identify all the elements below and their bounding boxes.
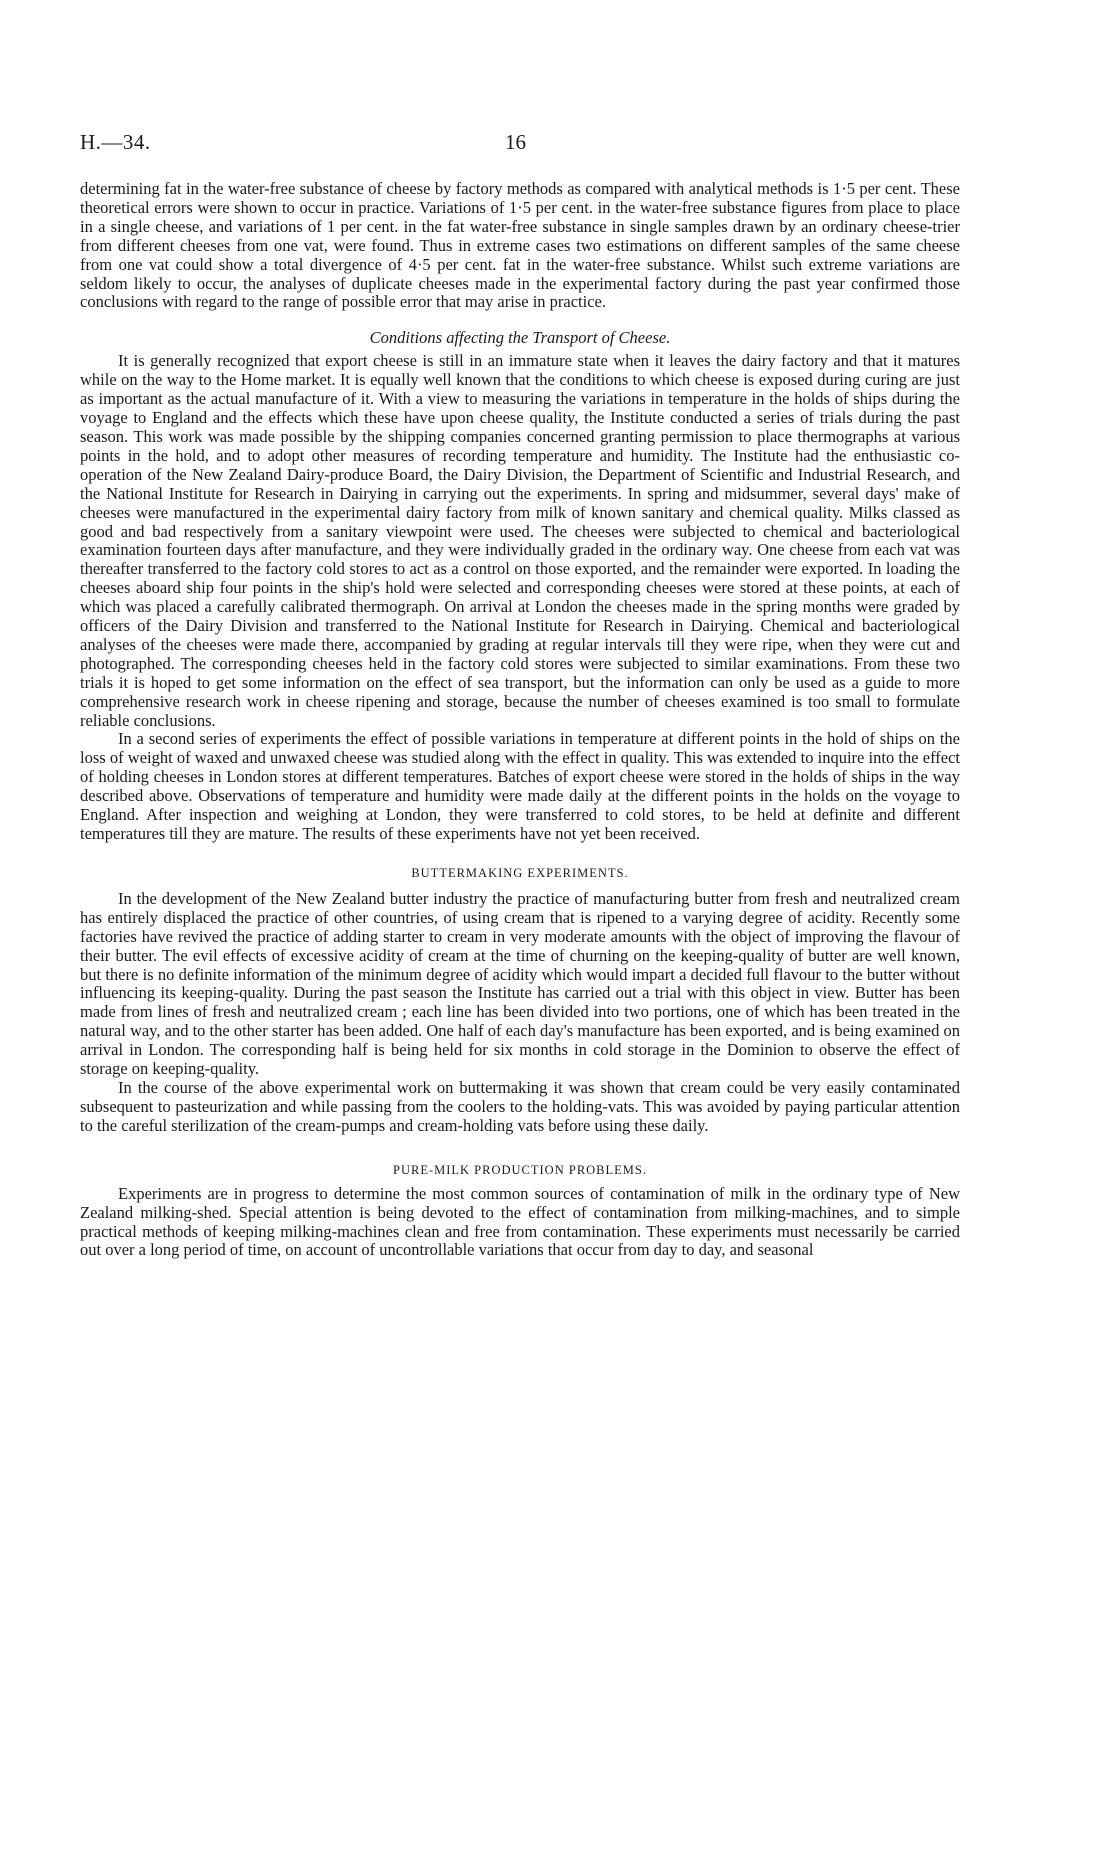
document-body xyxy=(80,180,960,1260)
pure-milk-heading: PURE-MILK PRODUCTION PROBLEMS. xyxy=(393,1162,647,1177)
pure-milk-paragraph-1: Experiments are in progress to determine the most common sources of contamination of milk in the ordinary type of New Zealand milking-shed. Special attention is being devoted to the effect of contamination from milking-machines, and to simple practical methods of keeping milking-machines clean and free from contamination. These experiments must necessarily be carried out over a long period of time, on account of uncontrollable variations that occur from day to day, and seasonal xyxy=(80,1183,960,1260)
buttermaking-heading: BUTTERMAKING EXPERIMENTS. xyxy=(411,865,629,880)
transport-paragraph-2: In a second series of experiments the effect of possible variations in temperature at different points in the hold of ships on the loss of weight of waxed and unwaxed cheese was studied along with the effect in quality. This was extended to inquire into the effect of holding cheeses in London stores at different temperatures. Batches of export cheese were stored in the holds of ships in the way described above. Observations of temperature and humidity were made daily at the different points in the holds on the voyage to England. After inspection and weighing at London, they were transferred to cold stores, to be held at definite and different temperatures till they are mature. The results of these experiments have not yet been received. xyxy=(80,729,960,843)
page-header xyxy=(80,130,960,160)
intro-paragraph: determining fat in the water-free substance of cheese by factory methods as compared with analytical methods is 1·5 per cent. These theoretical errors were shown to occur in practice. Variations of 1·5 per cent. in the water-free substance figures from place to place in a single cheese, and variations of 1 per cent. in the fat water-free substance in single samples drawn by an ordinary cheese-trier from different cheeses from one vat, were found. Thus in extreme cases two estimations on different samples of the same cheese from one vat could show a total divergence of 4·5 per cent. fat in the water-free substance. Whilst such extreme variations are seldom likely to occur, the analyses of duplicate cheeses made in the experimental factory during the past year confirmed those conclusions with regard to the range of possible error that may arise in practice. xyxy=(80,179,960,312)
transport-paragraph-1: It is generally recognized that export cheese is still in an immature state when it leaves the dairy factory and that it matures while on the way to the Home market. It is equally well known that the conditions to which cheese is exposed during curing are just as important as the actual manufacture of it. With a view to measuring the variations in temperature in the holds of ships during the voyage to England and the effects which these have upon cheese quality, the Institute conducted a series of trials during the past season. This work was made possible by the shipping companies concerned granting permission to place thermographs at various points in the hold, and to adopt other measures of recording temperature and humidity. The Institute had the enthusiastic co-operation of the New Zealand Dairy-produce Board, the Dairy Division, the Department of Scientific and Industrial Research, and the National Institute for Research in Dairying in carrying out the experiments. In spring and midsummer, several days' make of cheeses were manufactured in the experimental dairy factory from milk of known sanitary and chemical quality. Milks classed as good and bad respectively from a sanitary viewpoint were used. The cheeses were subjected to chemical and bacteriological examination fourteen days after manufacture, and they were individually graded in the ordinary way. One cheese from each vat was thereafter transferred to the factory cold stores to act as a control on those exported, and the remainder were exported. In loading the cheeses aboard ship four points in the ship's hold were selected and corresponding cheeses were stored at these points, at each of which was placed a carefully calibrated thermograph. On arrival at London the cheeses made in the spring months were graded by officers of the Dairy Division and transferred to the National Institute for Research in Dairying. Chemical and bacteriological analyses of the cheeses were made there, accompanied by grading at regular intervals till they were ripe, when they were cut and photographed. The corresponding cheeses held in the factory cold stores were subjected to similar examinations. From these two trials it is hoped to get some information on the effect of sea transport, but the information can only be used as a guide to more comprehensive research work in cheese ripening and storage, because the number of cheeses examined is too small to formulate reliable conclusions. xyxy=(80,351,960,730)
buttermaking-paragraph-2: In the course of the above experimental work on buttermaking it was shown that cream could be very easily contaminated subsequent to pasteurization and while passing from the coolers to the holding-vats. This was avoided by paying particular attention to the careful sterilization of the cream-pumps and cream-holding vats before using these daily. xyxy=(80,1077,960,1135)
buttermaking-paragraph-1: In the development of the New Zealand butter industry the practice of manufacturing butter from fresh and neutralized cream has entirely displaced the practice of other countries, of using cream that is ripened to a varying degree of acidity. Recently some factories have revived the practice of adding starter to cream in very moderate amounts with the object of improving the flavour of their butter. The evil effects of excessive acidity of cream at the time of churning on the keeping-quality of butter are well known, but there is no definite information of the minimum degree of acidity which would impart a decided full flavour to the butter without influencing its keeping-quality. During the past season the Institute has carried out a trial with this object in view. Butter has been made from lines of fresh and neutralized cream ; each line has been divided into two portions, one of which has been treated in the natural way, and to the other starter has been added. One half of each day's manufacture has been exported, and is being examined on arrival in London. The corresponding half is being held for six months in cold storage in the Dominion to observe the effect of storage on keeping-quality. xyxy=(80,888,960,1079)
document-reference: H.—34. xyxy=(80,130,151,154)
page-number: 16 xyxy=(505,130,526,154)
transport-heading: Conditions affecting the Transport of Cheese. xyxy=(369,328,671,348)
